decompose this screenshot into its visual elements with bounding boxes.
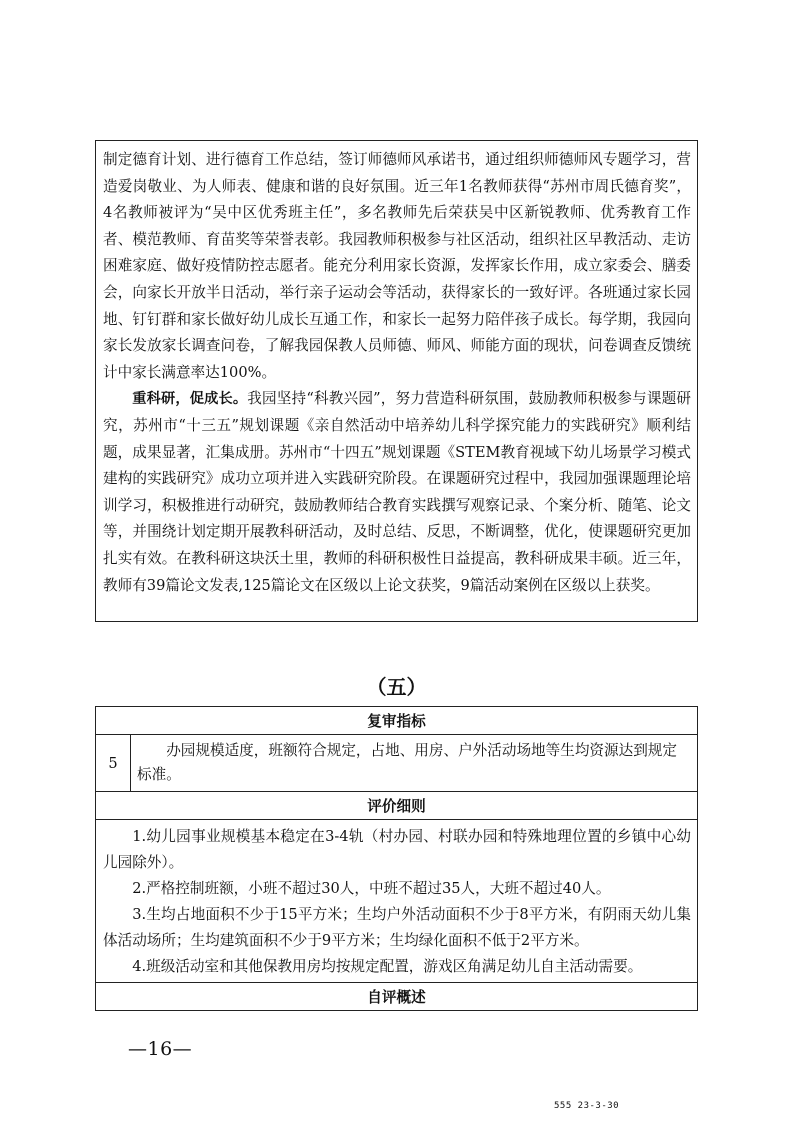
paragraph-heading: 重科研，促成长。 <box>132 391 248 408</box>
criteria-item: 1.幼儿园事业规模基本稳定在3-4轨（村办园、村联办园和特殊地理位置的乡镇中心幼儿园除外）。 <box>103 828 691 871</box>
section-title: （五） <box>366 675 427 699</box>
criteria-item: 4.班级活动室和其他保教用房均按规定配置，游戏区角满足幼儿自主活动需要。 <box>132 958 643 975</box>
footer-stamp: 555 23-3-30 <box>554 1101 620 1111</box>
text-box-section <box>95 140 698 622</box>
indicator-number: 5 <box>96 735 131 792</box>
paragraph-moral-education: 制定德育计划、进行德育工作总结，签订师德师风承诺书，通过组织师德师风专题学习，营造爱岗敬业、为人师表、健康和谐的良好氛围。近三年1名教师获得“苏州市周氏德育奖”，4名教师被评为“吴中区优秀班主任”，多名教师先后荣获吴中区新锐教师、优秀教育工作者、模范教师、育苗奖等荣誉表彰。我园教师积极参与社区活动，组织社区早教活动、走访困难家庭、做好疫情防控志愿者。能充分利用家长资源，发挥家长作用，成立家委会、膳委会，向家长开放半日活动，举行亲子运动会等活动，获得家长的一致好评。各班通过家长园地、钉钉群和家长做好幼儿成长互通工作，和家长一起努力陪伴孩子成长。每学期，我园向家长发放家长调查问卷，了解我园保教人员师德、师风、师能方面的现状，问卷调查反馈统计中家长满意率达100%。 <box>103 151 691 381</box>
criteria-item: 3.生均占地面积不少于15平方米；生均户外活动面积不少于8平方米，有阴雨天幼儿集体活动场所；生均建筑面积不少于9平方米；生均绿化面积不低于2平方米。 <box>103 906 691 949</box>
paragraph-body: 我园坚持“科教兴园”，努力营造科研氛围，鼓励教师积极参与课题研究，苏州市“十三五”规划课题《亲自然活动中培养幼儿科学探究能力的实践研究》顺利结题，成果显著，汇集成册。苏州市“十四五”规划课题《STEM教育视域下幼儿场景学习模式建构的实践研究》成功立项并进入实践研究阶段。在课题研究过程中，我园加强课题理论培训学习，积极推进行动研究，鼓励教师结合教育实践撰写观察记录、个案分析、随笔、论文等，并围绕计划定期开展教科研活动，及时总结、反思，不断调整，优化，使课题研究更加扎实有效。在教科研这块沃土里，教师的科研积极性日益提高，教科研成果丰硕。近三年，教师有39篇论文发表,125篇论文在区级以上论文获奖，9篇活动案例在区级以上获奖。 <box>103 390 691 594</box>
criteria-item: 2.严格控制班额，小班不超过30人，中班不超过35人，大班不超过40人。 <box>132 880 611 897</box>
self-evaluation-header: 自评概述 <box>96 983 698 1011</box>
paragraph-research <box>103 386 691 599</box>
criteria-header: 评价细则 <box>96 792 698 820</box>
review-indicator-header: 复审指标 <box>96 707 698 735</box>
page-number: —16— <box>128 1038 193 1060</box>
review-table <box>95 706 698 1011</box>
indicator-text: 办园规模适度，班额符合规定，占地、用房、户外活动场地等生均资源达到规定标准。 <box>131 735 698 792</box>
criteria-cell <box>96 820 698 983</box>
